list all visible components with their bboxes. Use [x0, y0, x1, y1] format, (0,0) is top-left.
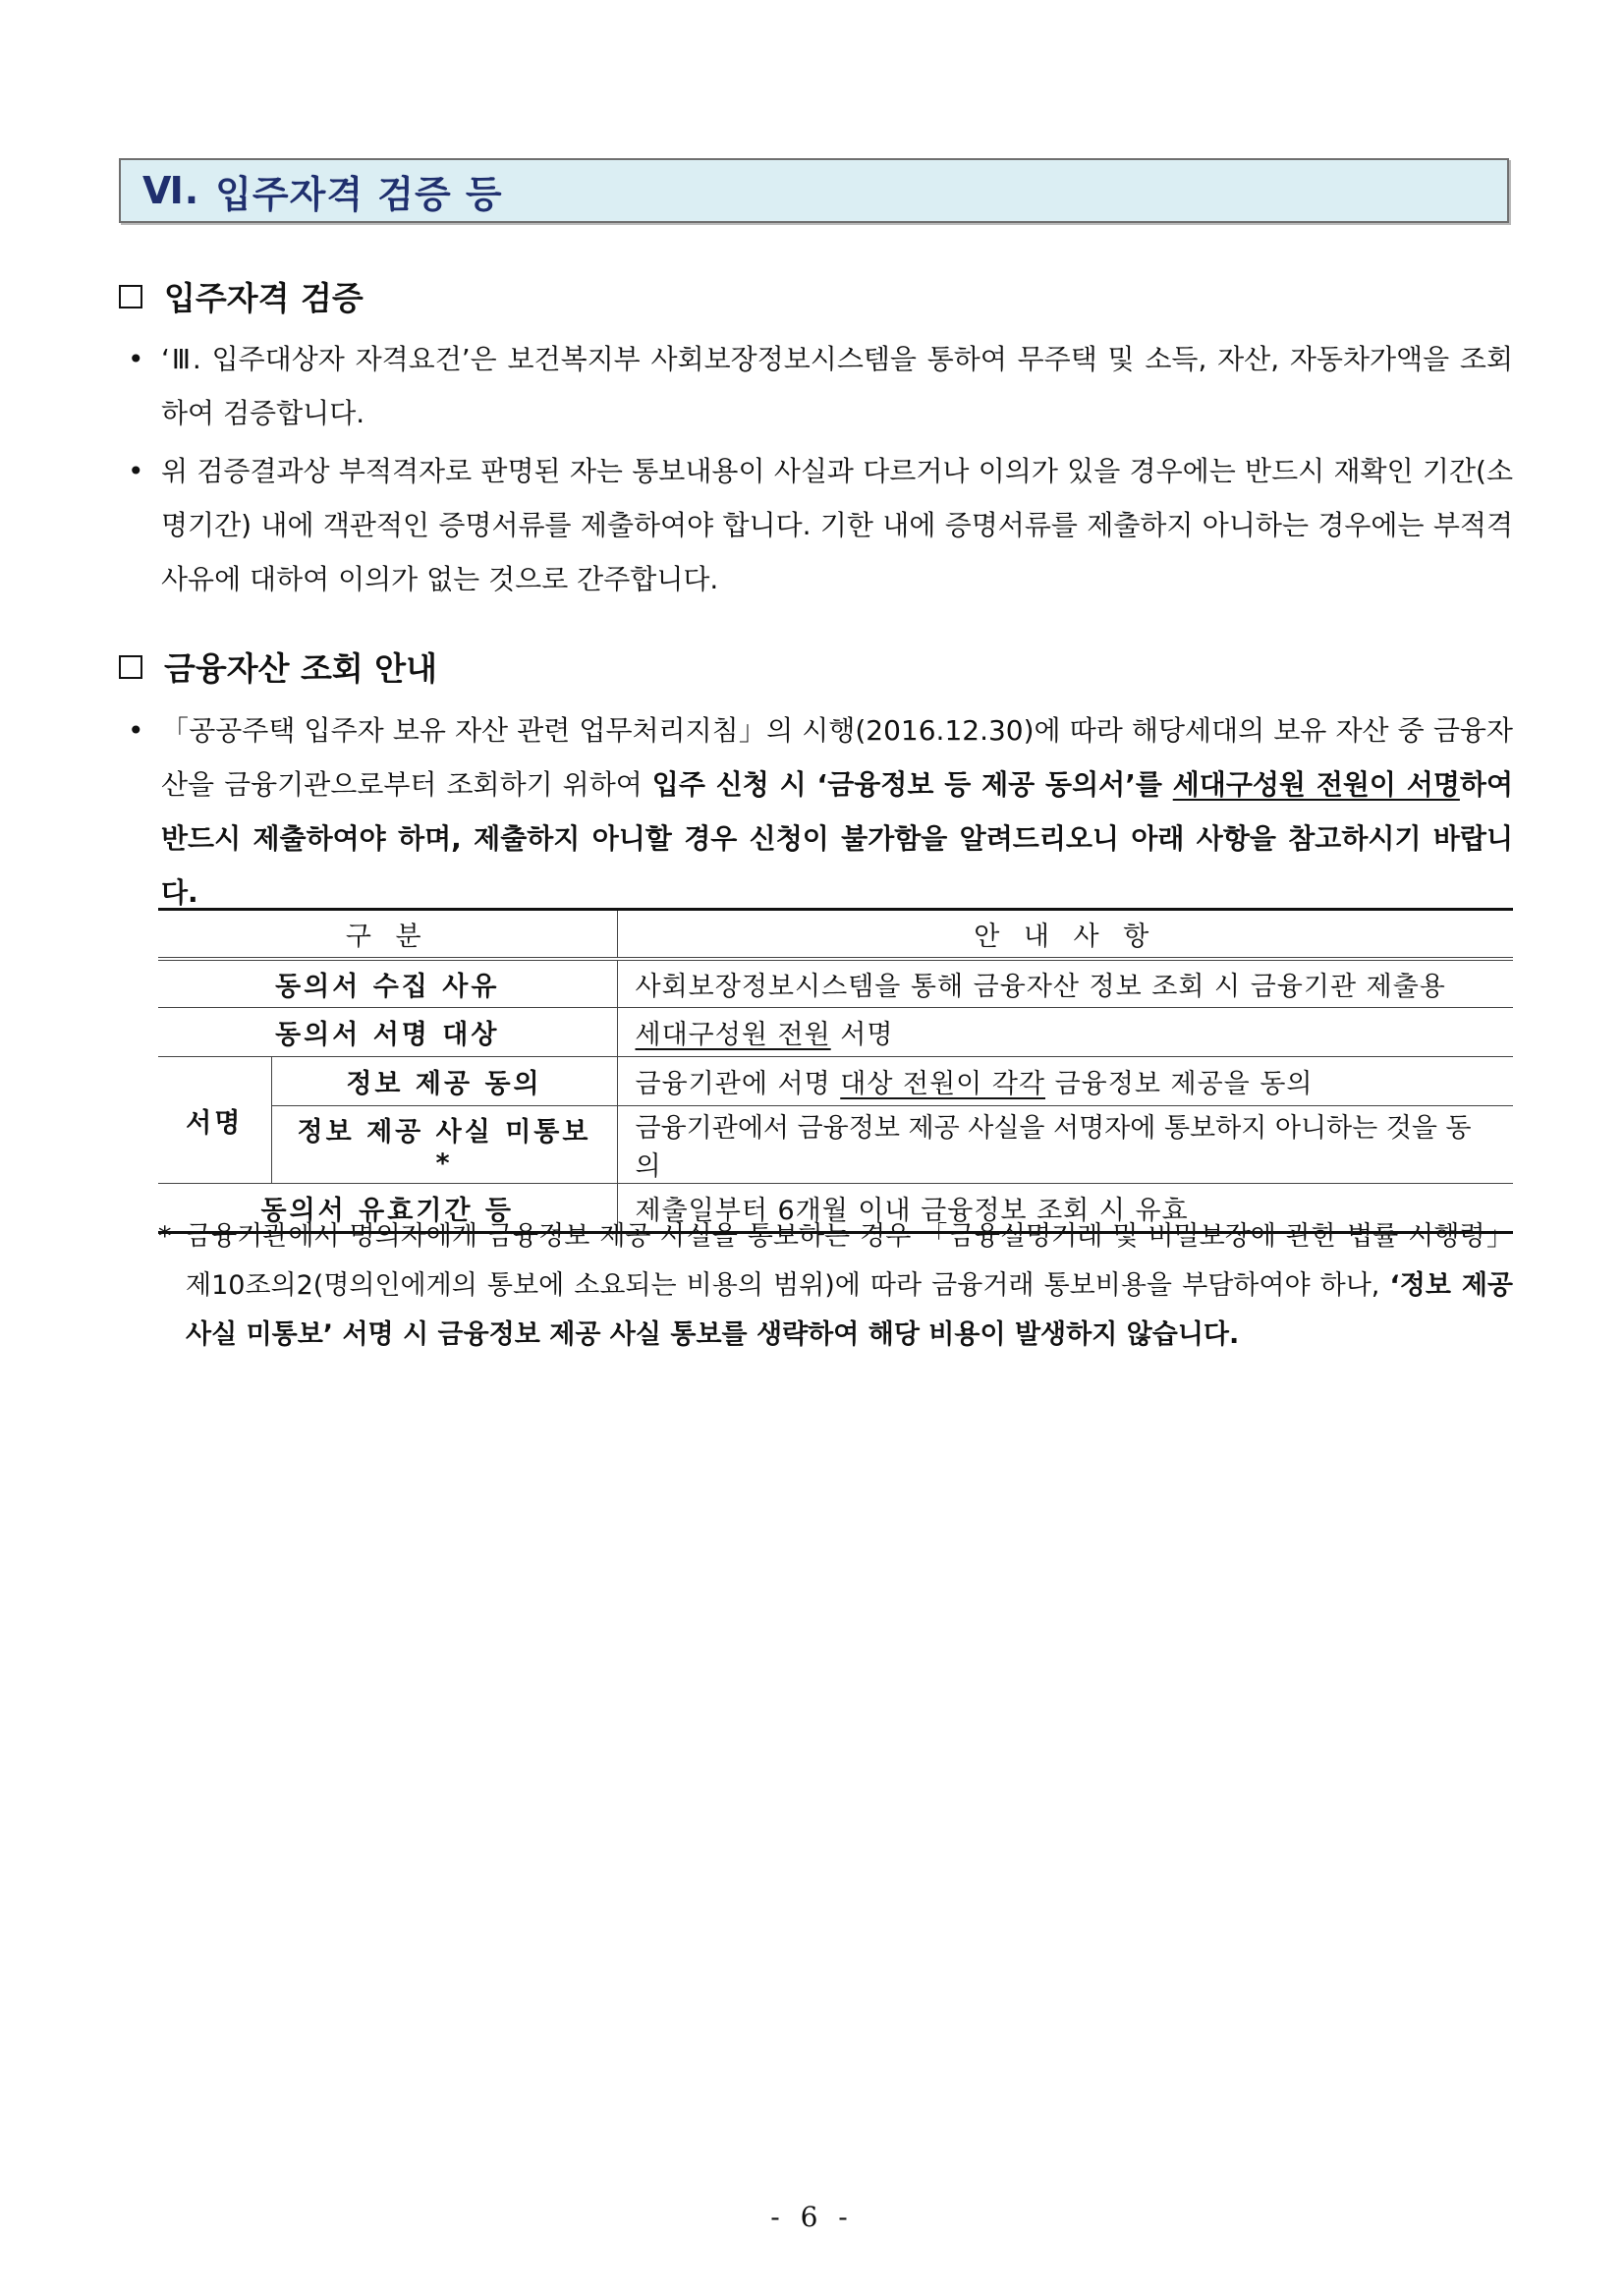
checkbox-square-icon [119, 655, 142, 679]
row-value: 금융기관에서 금융정보 제공 사실을 서명자에 통보하지 아니하는 것을 동의 [617, 1106, 1513, 1184]
financial-heading [119, 644, 437, 690]
bullet-icon: • [128, 714, 144, 747]
verification-bullet-text: 위 검증결과상 부적격자로 판명된 자는 통보내용이 사실과 다르거나 이의가 있을 경우에는 반드시 재확인 기간(소명기간) 내에 객관적인 증명서류를 제출하여야 합니다. 기한 내에 증명서류를 제출하지 아니하는 경우에는 부적격 사유에 대하여 이의가 없는 것으로 간주합니다. [161, 455, 1513, 595]
table-header-row [158, 910, 1513, 959]
row-label: 동의서 유효기간 등 [158, 1184, 617, 1233]
footnote [158, 1212, 1513, 1360]
financial-bullet [128, 703, 1513, 920]
financial-intro-bold-tail: 하여 반드시 제출하여야 하며, 제출하지 아니할 경우 신청이 불가함을 알려드리오니 아래 사항을 참고하시기 바랍니다. [161, 768, 1514, 909]
row-label: 동의서 서명 대상 [158, 1008, 617, 1057]
financial-intro-bold-underline: 세대구성원 전원이 서명 [1172, 768, 1460, 801]
footnote-bold: ‘정보 제공사실 미통보’ 서명 시 금융정보 제공 사실 통보를 생략하여 해당 비용이 발생하지 않습니다. [186, 1270, 1513, 1350]
row-value-underlined: 대상 전원이 각각 [840, 1069, 1045, 1099]
row-value [617, 1008, 1513, 1057]
signature-group-label: 서명 [158, 1057, 271, 1184]
consent-table [158, 908, 1513, 1234]
verification-bullet-text: ‘Ⅲ. 입주대상자 자격요건’은 보건복지부 사회보장정보시스템을 통하여 무주택 및 소득, 자산, 자동차가액을 조회하여 검증합니다. [161, 343, 1513, 429]
bullet-icon: • [128, 343, 144, 375]
row-value-pre: 금융기관에 서명 [635, 1069, 841, 1099]
row-value [617, 1057, 1513, 1106]
row-label: 동의서 수집 사유 [158, 959, 617, 1008]
bullet-icon: • [128, 455, 144, 487]
table-row [158, 1008, 1513, 1057]
financial-heading-text: 금융자산 조회 안내 [164, 649, 438, 688]
row-value: 사회보장정보시스템을 통해 금융자산 정보 조회 시 금융기관 제출용 [617, 959, 1513, 1008]
financial-intro-bold: 입주 신청 시 ‘금융정보 등 제공 동의서’를 [651, 768, 1173, 801]
row-label: 정보 제공 동의 [271, 1057, 617, 1106]
footnote-text [186, 1212, 1513, 1360]
row-label: 정보 제공 사실 미통보* [271, 1106, 617, 1184]
footnote-plain: 금융기관에서 명의자에게 금융정보 제공 사실을 통보하는 경우 「금융실명거래 및 비밀보장에 관한 법률 시행령」제10조의2(명의인에게의 통보에 소요되는 비용의 범위)에 따라 금융거래 통보비용을 부담하여야 하나, [186, 1221, 1513, 1301]
table-row [158, 1106, 1513, 1184]
verification-bullet [128, 444, 1513, 606]
section-title-banner [119, 158, 1509, 223]
section-number: Ⅵ. [142, 169, 200, 212]
row-value-post: 금융정보 제공을 동의 [1045, 1069, 1314, 1099]
footnote-mark: * [158, 1221, 172, 1252]
verification-heading-text: 입주자격 검증 [164, 279, 364, 317]
table-row [158, 959, 1513, 1008]
row-value-underlined: 세대구성원 전원 [635, 1020, 831, 1050]
financial-intro-plain: 「공공주택 입주자 보유 자산 관련 업무처리지침」의 시행(2016.12.30)에 따라 해당세대의 보유 자산 중 금융자산을 금융기관으로부터 조회하기 위하여 [161, 714, 1513, 801]
row-value: 제출일부터 6개월 이내 금융정보 조회 시 유효 [617, 1184, 1513, 1233]
verification-heading [119, 273, 364, 319]
row-value-rest: 서명 [830, 1020, 894, 1050]
financial-bullet-text [161, 703, 1513, 920]
section-title: 입주자격 검증 등 [215, 172, 503, 216]
table-row [158, 1057, 1513, 1106]
verification-bullet [128, 332, 1513, 440]
header-guide: 안 내 사 항 [617, 910, 1513, 959]
header-category: 구 분 [158, 910, 617, 959]
page-number: - 6 - [770, 2201, 854, 2233]
checkbox-square-icon [119, 285, 142, 308]
